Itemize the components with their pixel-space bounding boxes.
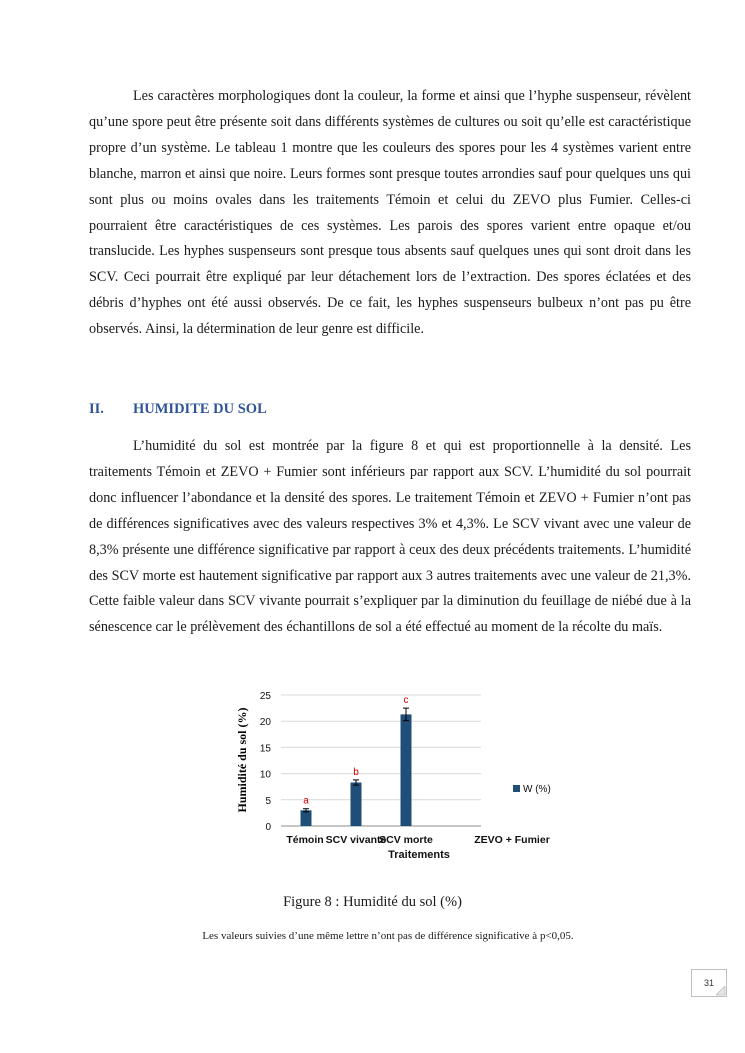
paragraph-morphology — [89, 84, 691, 343]
legend-swatch — [513, 785, 520, 792]
bars-layer — [301, 695, 412, 826]
humidity-bar-chart — [225, 684, 585, 864]
y-tick-label: 10 — [259, 769, 271, 781]
y-tick-label: 0 — [265, 822, 271, 833]
y-axis-label: Humidité du sol (%) — [235, 707, 249, 813]
significance-letter: a — [303, 795, 309, 807]
page-number: 31 — [691, 969, 727, 997]
y-tick-labels — [260, 691, 272, 833]
y-tick-label: 5 — [265, 795, 271, 807]
x-tick-label: ZEVO + Fumier — [474, 834, 550, 846]
bar — [401, 714, 412, 826]
figure-note: Les valeurs suivies d’une même lettre n’ont pas de différence significative à p<0,05. — [202, 930, 574, 942]
page-fold-icon — [716, 986, 726, 996]
grid-layer — [281, 695, 481, 826]
significance-letter: b — [353, 766, 359, 778]
section-title: HUMIDITE DU SOL — [133, 401, 267, 417]
bar — [351, 783, 362, 826]
section-number: II. — [89, 401, 104, 417]
y-tick-label: 15 — [259, 743, 271, 755]
x-tick-label: SCV vivante — [325, 834, 387, 846]
paragraph-morphology-text: Les caractères morphologiques dont la couleur, la forme et ainsi que l’hyphe suspenseur, révèlent qu’une spore peut être présente soit dans différents systèmes de cultures ou soit qu’elle est caractéristique propre d’un système. Le tableau 1 montre que les couleurs des spores pour les 4 systèmes varient entre blanche, marron et ainsi que noire. Leurs formes sont presque toutes arrondies sauf pour quelques uns qui sont plus ou moins ovales dans les traitements Témoin et celui du ZEVO plus Fumier. Celles-ci pourraient être caractéristiques de ces systèmes. Les parois des spores varient entre opaque et/ou translucide. Les hyphes suspenseurs sont presque tous absents sauf quelques unes qui sont droit dans les SCV. Ceci pourrait être expliqué par leur détachement lors de l’extraction. Des spores éclatées et des débris d’hyphes ont été aussi observés. De ce fait, les hyphes suspenseurs bulbeux n’ont pas pu être observés. Ainsi, la détermination de leur genre est difficile. — [89, 88, 691, 338]
x-axis-label: Traitements — [388, 849, 450, 861]
y-tick-label: 25 — [259, 691, 271, 702]
figure-caption: Figure 8 : Humidité du sol (%) — [283, 894, 462, 910]
y-tick-label: 20 — [259, 717, 271, 729]
bar — [301, 810, 312, 826]
significance-letter: c — [403, 695, 409, 707]
x-tick-labels — [286, 834, 549, 846]
x-tick-label: Témoin — [286, 834, 324, 846]
section-heading — [89, 401, 267, 418]
legend-label: W (%) — [523, 784, 551, 795]
paragraph-soil-humidity — [89, 434, 691, 641]
x-tick-label: SCV morte — [379, 834, 433, 846]
paragraph-soil-humidity-text: L’humidité du sol est montrée par la figure 8 et qui est proportionnelle à la densité. Les traitements Témoin et ZEVO + Fumier sont inférieurs par rapport aux SCV. L’humidité du sol pourrait donc influencer l’abondance et la densité des spores. Le traitement Témoin et ZEVO + Fumier n’ont pas de différences significatives avec des valeurs respectives 3% et 4,3%. Le SCV vivant avec une valeur de 8,3% présente une différence significative par rapport à ceux des deux précédents traitements. L’humidité des SCV morte est hautement significative par rapport aux 3 autres traitements avec une valeur de 21,3%. Cette faible valeur dans SCV vivante pourrait s’expliquer par la diminution du feuillage de niébé due à la sénescence car le prélèvement des échantillons de sol a été effectué au moment de la récolte du maïs. — [89, 438, 691, 636]
